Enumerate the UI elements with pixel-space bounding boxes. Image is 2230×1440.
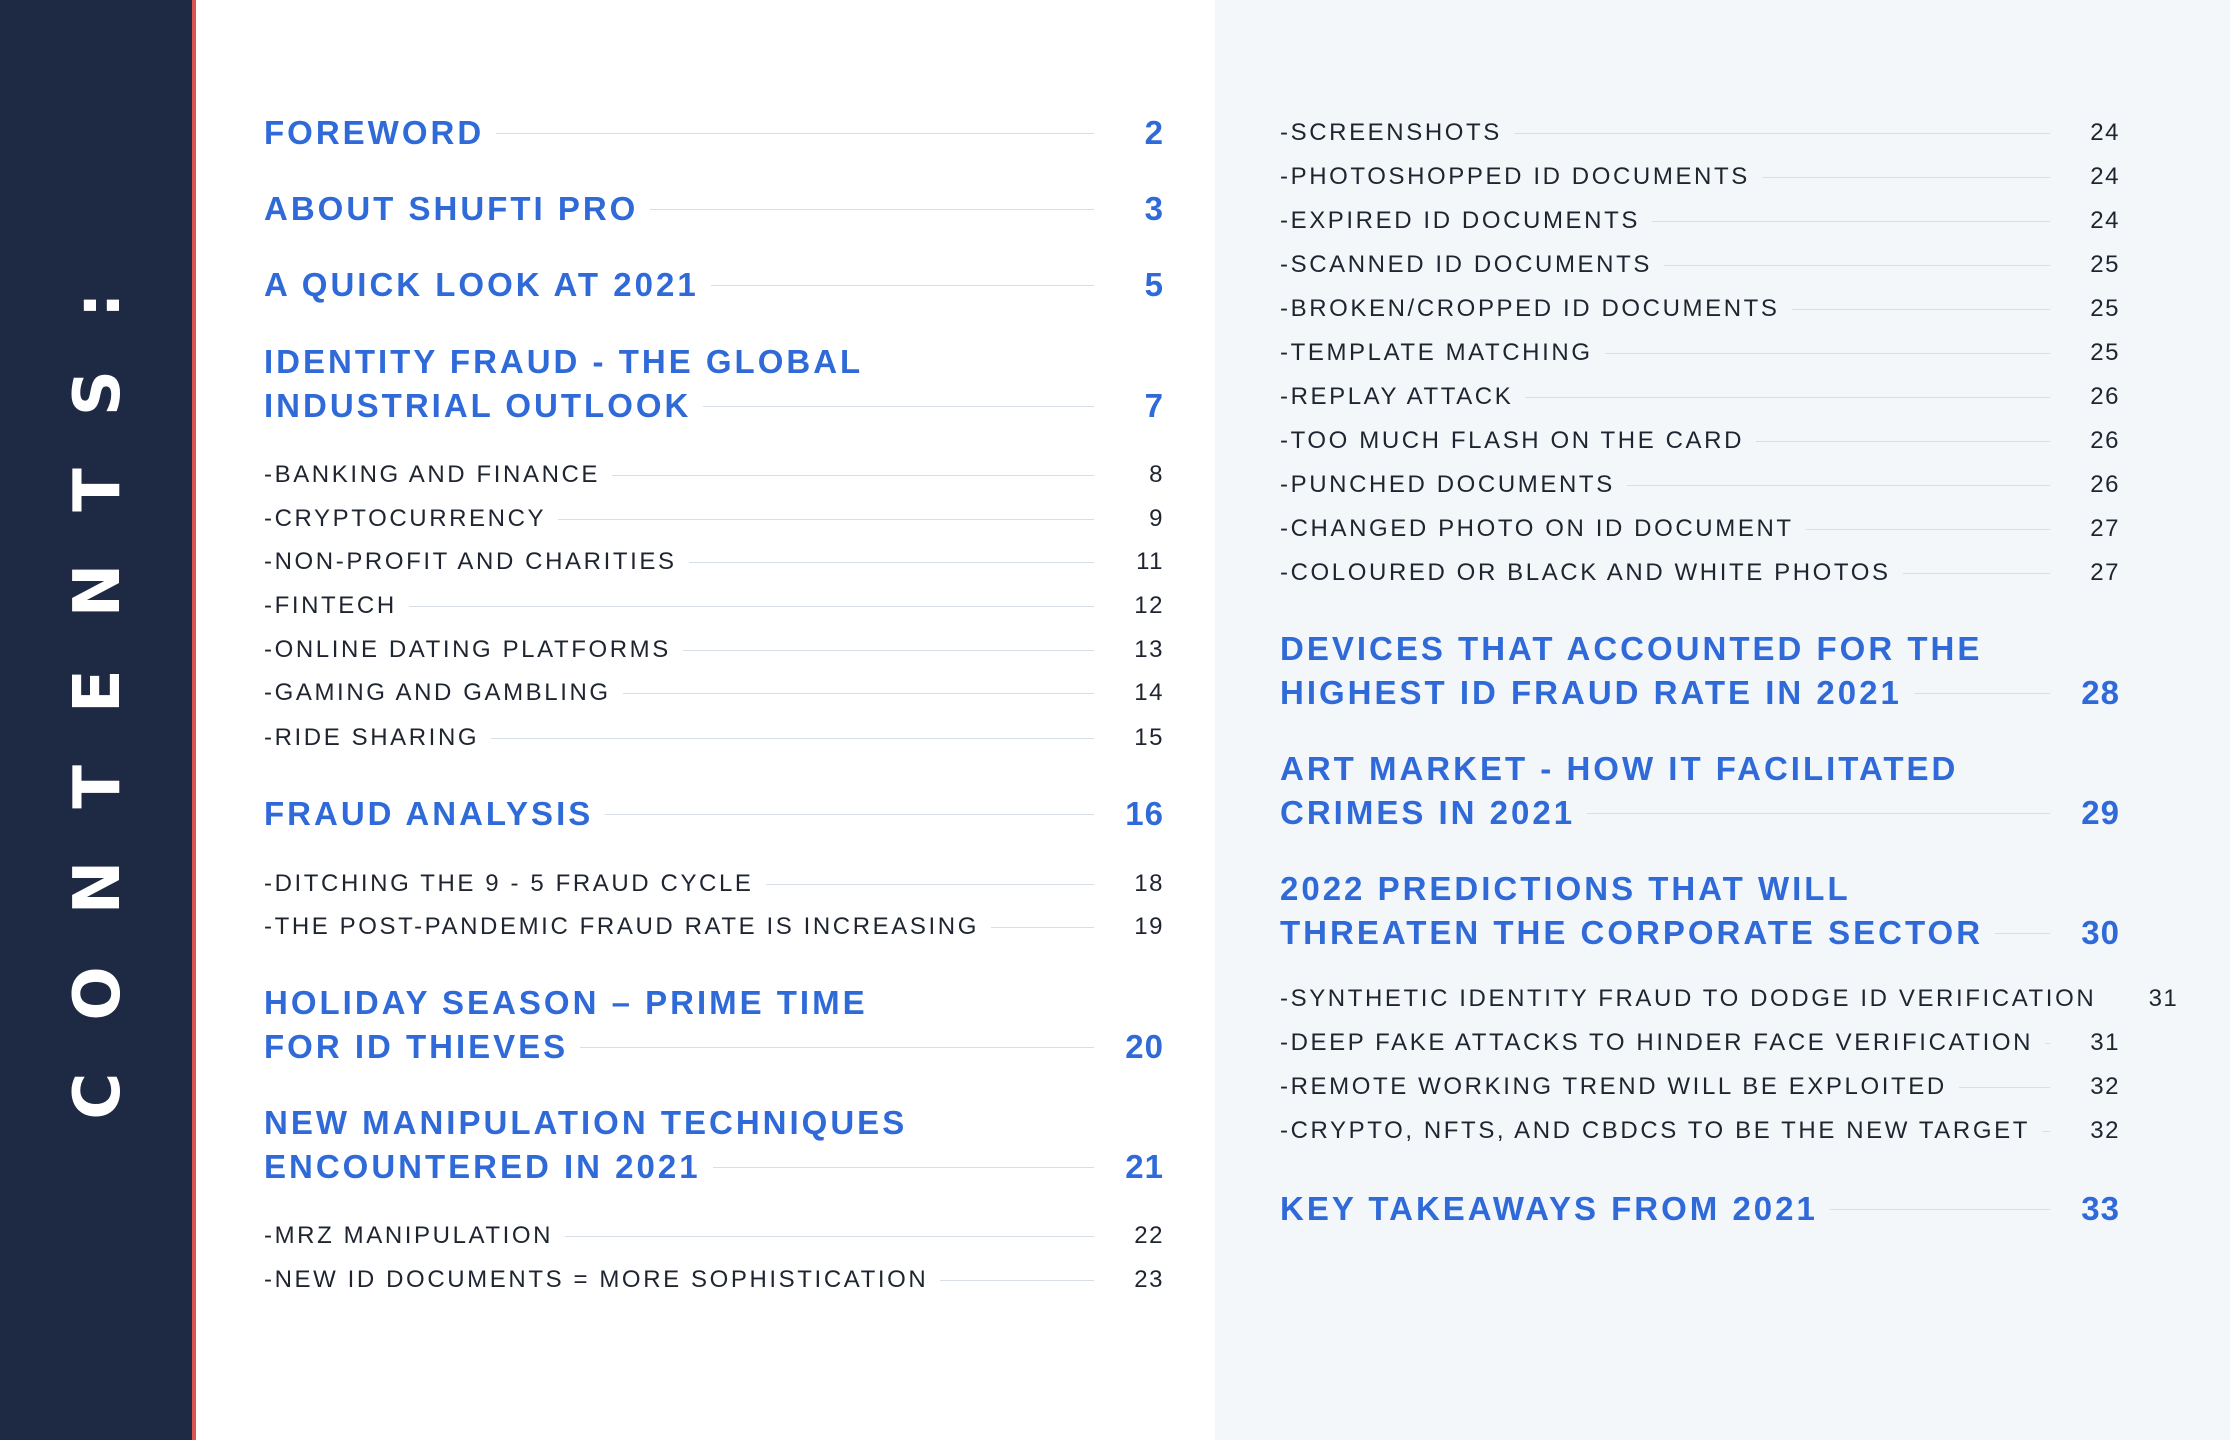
toc-page-number: 20 — [1125, 1028, 1164, 1065]
toc-entry-line — [264, 584, 1164, 628]
toc-page-number: 24 — [2090, 207, 2120, 234]
toc-section-entry — [264, 340, 1164, 428]
toc-entry-line — [1280, 867, 2120, 911]
toc-entry-line — [1280, 463, 2120, 507]
toc-leader-line — [1605, 353, 2050, 354]
toc-subsection-entry — [264, 584, 1164, 628]
toc-section-entry — [264, 1101, 1164, 1189]
toc-entry-line — [264, 1101, 1164, 1145]
toc-entry-title: -BANKING AND FINANCE — [264, 461, 601, 488]
toc-entry-line — [264, 1214, 1164, 1258]
toc-page-number: 7 — [1144, 387, 1164, 424]
toc-entry-line — [264, 792, 1164, 836]
toc-entry-line — [1280, 1065, 2120, 1109]
toc-subsection-entry — [1280, 155, 2120, 199]
toc-page-number: 26 — [2090, 427, 2120, 454]
toc-subsection-entry — [1280, 111, 2120, 155]
toc-page-number: 31 — [2148, 985, 2179, 1012]
toc-page-number: 12 — [1134, 592, 1164, 619]
toc-page-number: 11 — [1136, 548, 1164, 575]
toc-subsection-entry — [1280, 287, 2120, 331]
toc-entry-line — [1280, 419, 2120, 463]
toc-page-number: 14 — [1134, 679, 1164, 706]
toc-subsection-entry — [1280, 507, 2120, 551]
toc-page-number: 30 — [2081, 914, 2120, 951]
toc-entry-line — [1280, 331, 2120, 375]
toc-section-entry — [264, 263, 1164, 307]
toc-leader-line — [1627, 485, 2050, 486]
toc-entry-title: -DITCHING THE 9 - 5 FRAUD CYCLE — [264, 870, 754, 897]
toc-leader-line — [1762, 177, 2050, 178]
toc-leader-line — [683, 650, 1094, 651]
toc-page-number: 19 — [1134, 913, 1164, 940]
toc-entry-line — [1280, 627, 2120, 671]
toc-leader-line — [623, 693, 1094, 694]
toc-page-number: 24 — [2090, 163, 2120, 190]
toc-entry-title: -REPLAY ATTACK — [1280, 383, 1514, 410]
toc-subsection-entry — [264, 862, 1164, 906]
toc-entry-title: -THE POST-PANDEMIC FRAUD RATE IS INCREASING — [264, 913, 979, 940]
toc-page-number: 29 — [2081, 794, 2120, 831]
toc-page-number: 26 — [2090, 471, 2120, 498]
toc-page-number: 24 — [2090, 119, 2120, 146]
toc-entry-title: A QUICK LOOK AT 2021 — [264, 266, 699, 303]
toc-entry-title: -TOO MUCH FLASH ON THE CARD — [1280, 427, 1745, 454]
toc-entry-line — [264, 384, 1164, 428]
toc-subsection-entry — [264, 716, 1164, 760]
toc-subsection-entry — [1280, 977, 2179, 1021]
toc-entry-title: -NEW ID DOCUMENTS = MORE SOPHISTICATION — [264, 1266, 929, 1293]
toc-subsection-entry — [1280, 199, 2120, 243]
toc-leader-line — [703, 406, 1094, 407]
toc-leader-line — [565, 1236, 1094, 1237]
toc-leader-line — [409, 606, 1094, 607]
toc-leader-line — [1587, 813, 2050, 814]
toc-left-column — [264, 0, 1164, 1440]
toc-entry-line — [1280, 1109, 2120, 1153]
toc-page-number: 9 — [1149, 505, 1164, 532]
toc-leader-line — [1903, 573, 2050, 574]
toc-page-number: 25 — [2090, 251, 2120, 278]
toc-entry-line — [264, 905, 1164, 949]
toc-leader-line — [612, 475, 1094, 476]
toc-page-number: 13 — [1134, 636, 1164, 663]
toc-entry-title: -RIDE SHARING — [264, 724, 480, 751]
toc-page-number: 26 — [2090, 383, 2120, 410]
toc-entry-title: -TEMPLATE MATCHING — [1280, 339, 1593, 366]
toc-leader-line — [1756, 441, 2050, 442]
toc-subsection-entry — [264, 540, 1164, 584]
toc-leader-line — [991, 927, 1094, 928]
toc-entry-line — [1280, 199, 2120, 243]
toc-section-entry — [264, 981, 1164, 1069]
toc-entry-line — [264, 1025, 1164, 1069]
toc-leader-line — [713, 1167, 1094, 1168]
toc-entry-line — [264, 1145, 1164, 1189]
toc-page-number: 16 — [1125, 795, 1164, 832]
toc-entry-title: -DEEP FAKE ATTACKS TO HINDER FACE VERIFICATION — [1280, 1029, 2034, 1056]
toc-entry-title: DEVICES THAT ACCOUNTED FOR THE — [1280, 630, 1983, 667]
toc-subsection-entry — [1280, 1109, 2120, 1153]
toc-page-number: 21 — [1125, 1148, 1164, 1185]
toc-entry-title: -PHOTOSHOPPED ID DOCUMENTS — [1280, 163, 1750, 190]
toc-subsection-entry — [264, 453, 1164, 497]
toc-entry-line — [264, 497, 1164, 541]
toc-subsection-entry — [1280, 1021, 2120, 1065]
toc-subsection-entry — [264, 1258, 1164, 1302]
toc-page-number: 25 — [2090, 295, 2120, 322]
toc-leader-line — [1664, 265, 2050, 266]
toc-page-number: 8 — [1149, 461, 1164, 488]
toc-leader-line — [558, 519, 1094, 520]
toc-entry-title: -CHANGED PHOTO ON ID DOCUMENT — [1280, 515, 1794, 542]
toc-page-number: 28 — [2081, 674, 2120, 711]
toc-page-number: 23 — [1134, 1266, 1164, 1293]
toc-page-number: 27 — [2090, 559, 2120, 586]
toc-leader-line — [491, 738, 1094, 739]
toc-page-number: 2 — [1144, 114, 1164, 151]
toc-page-number: 3 — [1144, 190, 1164, 227]
toc-entry-title: ENCOUNTERED IN 2021 — [264, 1148, 701, 1185]
toc-entry-line — [264, 111, 1164, 155]
toc-page-number: 18 — [1134, 870, 1164, 897]
toc-entry-title: -SCREENSHOTS — [1280, 119, 1502, 146]
toc-entry-title: ART MARKET - HOW IT FACILITATED — [1280, 750, 1959, 787]
toc-entry-line — [264, 263, 1164, 307]
toc-entry-title: -CRYPTO, NFTS, AND CBDCS TO BE THE NEW TARGET — [1280, 1117, 2030, 1144]
toc-entry-line — [1280, 155, 2120, 199]
toc-entry-title: -SYNTHETIC IDENTITY FRAUD TO DODGE ID VERIFICATION — [1280, 985, 2097, 1012]
toc-entry-title: FOREWORD — [264, 114, 485, 151]
toc-entry-title: THREATEN THE CORPORATE SECTOR — [1280, 914, 1984, 951]
toc-leader-line — [689, 562, 1094, 563]
toc-section-entry — [1280, 867, 2120, 955]
toc-leader-line — [940, 1280, 1094, 1281]
toc-entry-title: KEY TAKEAWAYS FROM 2021 — [1280, 1190, 1818, 1227]
toc-page-number: 32 — [2090, 1117, 2120, 1144]
toc-entry-line — [264, 981, 1164, 1025]
toc-entry-line — [264, 540, 1164, 584]
toc-page-number: 5 — [1144, 266, 1164, 303]
toc-leader-line — [1806, 529, 2050, 530]
toc-entry-title: -ONLINE DATING PLATFORMS — [264, 636, 671, 663]
toc-leader-line — [1830, 1209, 2050, 1210]
toc-entry-line — [1280, 1021, 2120, 1065]
toc-leader-line — [1792, 309, 2050, 310]
toc-entry-line — [264, 1258, 1164, 1302]
toc-entry-title: HIGHEST ID FRAUD RATE IN 2021 — [1280, 674, 1902, 711]
toc-subsection-entry — [264, 671, 1164, 715]
toc-entry-title: -FINTECH — [264, 592, 397, 619]
toc-entry-line — [264, 628, 1164, 672]
toc-entry-line — [264, 453, 1164, 497]
toc-entry-line — [1280, 287, 2120, 331]
toc-section-entry — [264, 111, 1164, 155]
toc-entry-title: -EXPIRED ID DOCUMENTS — [1280, 207, 1640, 234]
toc-subsection-entry — [1280, 463, 2120, 507]
toc-subsection-entry — [264, 497, 1164, 541]
toc-leader-line — [605, 814, 1094, 815]
toc-entry-title: FRAUD ANALYSIS — [264, 795, 594, 832]
toc-leader-line — [711, 285, 1094, 286]
toc-leader-line — [1995, 933, 2050, 934]
toc-entry-line — [1280, 375, 2120, 419]
toc-leader-line — [650, 209, 1094, 210]
toc-entry-title: 2022 PREDICTIONS THAT WILL — [1280, 870, 1851, 907]
toc-entry-line — [1280, 671, 2120, 715]
contents-title: CONTENTS: — [61, 240, 135, 1120]
toc-entry-title: -REMOTE WORKING TREND WILL BE EXPLOITED — [1280, 1073, 1947, 1100]
toc-entry-title: -CRYPTOCURRENCY — [264, 505, 547, 532]
toc-section-entry — [264, 187, 1164, 231]
toc-section-entry — [1280, 1187, 2120, 1231]
toc-leader-line — [1525, 397, 2050, 398]
toc-entry-line — [1280, 243, 2120, 287]
toc-page-number: 15 — [1134, 724, 1164, 751]
toc-leader-line — [766, 884, 1094, 885]
toc-entry-line — [1280, 507, 2120, 551]
toc-entry-title: -MRZ MANIPULATION — [264, 1222, 554, 1249]
toc-entry-line — [1280, 111, 2120, 155]
toc-entry-title: FOR ID THIEVES — [264, 1028, 569, 1065]
toc-entry-line — [1280, 791, 2120, 835]
toc-page-number: 32 — [2090, 1073, 2120, 1100]
toc-page-number: 31 — [2090, 1029, 2120, 1056]
toc-entry-title: ABOUT SHUFTI PRO — [264, 190, 639, 227]
toc-subsection-entry — [1280, 1065, 2120, 1109]
toc-leader-line — [1652, 221, 2050, 222]
toc-entry-line — [1280, 747, 2120, 791]
toc-subsection-entry — [1280, 551, 2120, 595]
toc-subsection-entry — [1280, 419, 2120, 463]
sidebar — [0, 0, 196, 1440]
toc-entry-title: INDUSTRIAL OUTLOOK — [264, 387, 692, 424]
toc-entry-title: NEW MANIPULATION TECHNIQUES — [264, 1104, 908, 1141]
toc-page-number: 25 — [2090, 339, 2120, 366]
toc-entry-line — [264, 671, 1164, 715]
toc-leader-line — [580, 1047, 1094, 1048]
toc-subsection-entry — [1280, 243, 2120, 287]
toc-leader-line — [496, 133, 1094, 134]
toc-entry-line — [1280, 551, 2120, 595]
toc-entry-title: HOLIDAY SEASON – PRIME TIME — [264, 984, 868, 1021]
toc-entry-title: -BROKEN/CROPPED ID DOCUMENTS — [1280, 295, 1780, 322]
toc-entry-title: -GAMING AND GAMBLING — [264, 679, 611, 706]
toc-entry-title: -COLOURED OR BLACK AND WHITE PHOTOS — [1280, 559, 1891, 586]
toc-leader-line — [2042, 1131, 2050, 1132]
toc-entry-line — [264, 716, 1164, 760]
toc-leader-line — [1959, 1087, 2050, 1088]
toc-right-column — [1280, 0, 2179, 1440]
toc-subsection-entry — [264, 1214, 1164, 1258]
toc-section-entry — [264, 792, 1164, 836]
toc-entry-title: IDENTITY FRAUD - THE GLOBAL — [264, 343, 864, 380]
toc-leader-line — [1514, 133, 2050, 134]
toc-entry-line — [1280, 911, 2120, 955]
toc-entry-title: -NON-PROFIT AND CHARITIES — [264, 548, 677, 575]
toc-section-entry — [1280, 747, 2120, 835]
toc-page-number: 22 — [1134, 1222, 1164, 1249]
toc-entry-line — [264, 862, 1164, 906]
toc-subsection-entry — [264, 628, 1164, 672]
toc-entry-title: -SCANNED ID DOCUMENTS — [1280, 251, 1652, 278]
toc-subsection-entry — [264, 905, 1164, 949]
toc-entry-title: -PUNCHED DOCUMENTS — [1280, 471, 1615, 498]
toc-leader-line — [1914, 693, 2050, 694]
toc-page-number: 33 — [2081, 1190, 2120, 1227]
toc-section-entry — [1280, 627, 2120, 715]
toc-subsection-entry — [1280, 331, 2120, 375]
toc-entry-line — [264, 187, 1164, 231]
toc-page-number: 27 — [2090, 515, 2120, 542]
toc-subsection-entry — [1280, 375, 2120, 419]
toc-entry-title: CRIMES IN 2021 — [1280, 794, 1576, 831]
toc-entry-line — [264, 340, 1164, 384]
toc-entry-line — [1280, 1187, 2120, 1231]
toc-entry-line — [1280, 977, 2179, 1021]
